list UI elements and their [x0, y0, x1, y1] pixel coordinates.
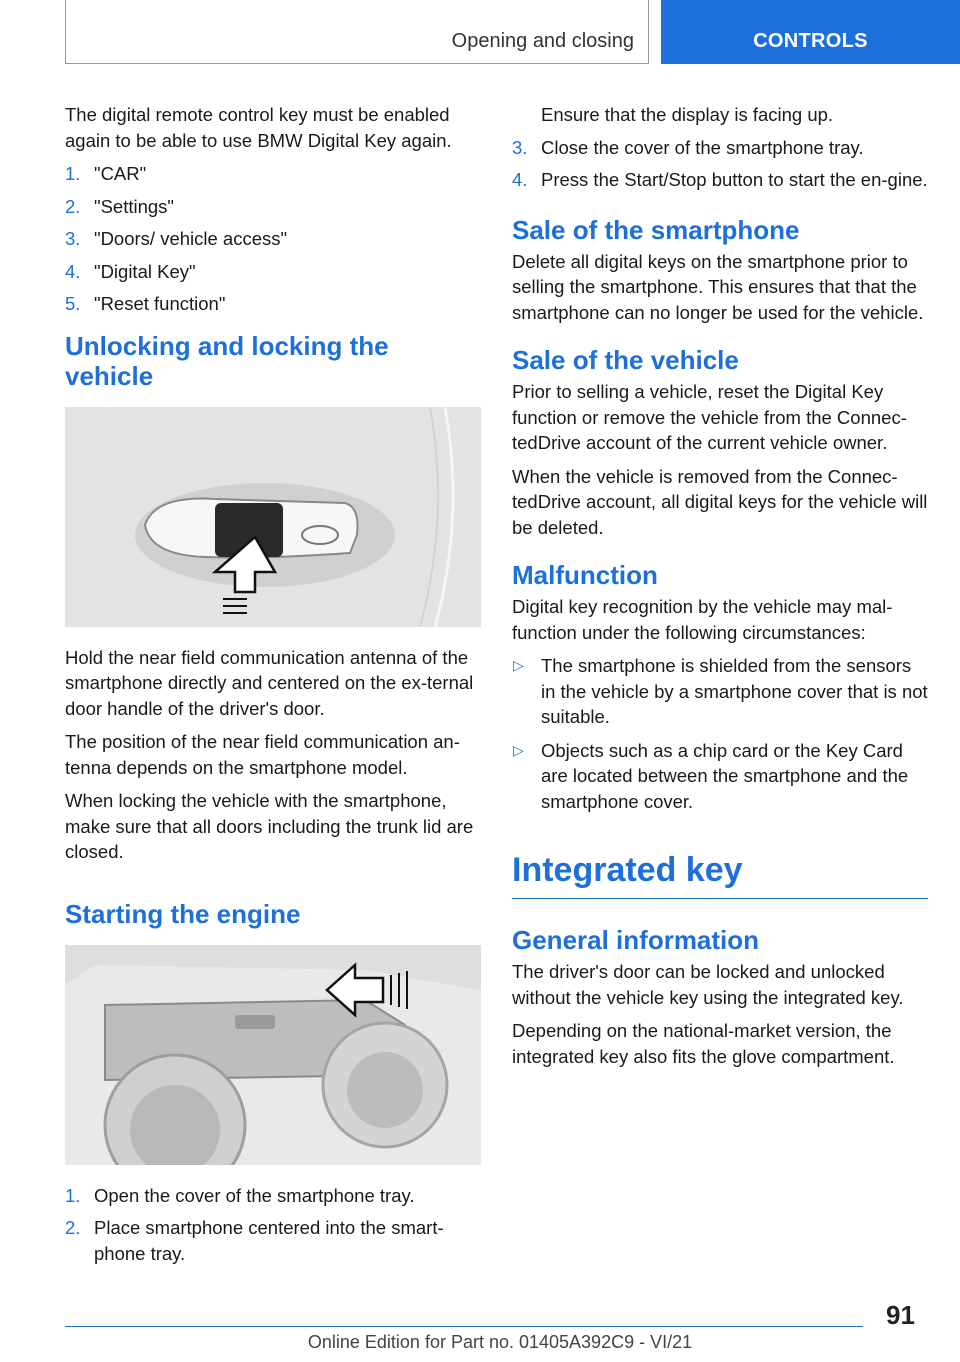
list-item [65, 161, 481, 187]
header-section-box [65, 0, 649, 64]
step-continuation: Ensure that the display is facing up. [541, 104, 834, 125]
step-text: Press the Start/Stop button to start the en‐gine. [541, 169, 928, 190]
list-item [65, 1215, 481, 1266]
step-text: Close the cover of the smartphone tray. [541, 136, 864, 158]
step-text: Place smartphone centered into the smart‐phone tray. [94, 1217, 444, 1264]
section-integrated-key [512, 850, 928, 899]
footer-divider [65, 1326, 863, 1327]
intro-paragraph: The digital remote control key must be enabled again to be able to use BMW Digital Key again. [65, 104, 452, 151]
list-item [65, 1183, 481, 1209]
malfunction-paragraph: Digital key recognition by the vehicle may mal‐function under the following circumstances: [512, 596, 893, 643]
start-steps-list-a [65, 1183, 481, 1267]
step-text: "Doors/ vehicle access" [94, 228, 288, 249]
list-item [65, 259, 481, 285]
footer-edition [0, 1332, 960, 1353]
header-chapter-label: CONTROLS [753, 30, 868, 52]
list-item [65, 226, 481, 252]
unlock-paragraph-3: When locking the vehicle with the smartphone, make sure that all doors including the trunk lid are closed. [65, 790, 474, 862]
heading-starting-engine: Starting the engine [65, 898, 301, 929]
step-number: 1. [65, 1184, 81, 1206]
door-handle-illustration [65, 407, 481, 627]
start-steps-list-b [512, 135, 928, 193]
left-column [65, 102, 481, 1274]
list-item [512, 653, 928, 730]
bullet-text: Objects such as a chip card or the Key Card are located between the smartphone and the smartphone cover. [541, 739, 909, 812]
smartphone-tray-illustration [65, 945, 481, 1165]
page-number: 91 [886, 1300, 915, 1330]
sale-vehicle-paragraph-2: When the vehicle is removed from the Connec‐tedDrive account, all digital keys for the vehicle will be deleted. [512, 465, 928, 538]
step-text: "Reset function" [94, 293, 226, 314]
heading-sale-vehicle: Sale of the vehicle [512, 345, 739, 375]
right-column [512, 102, 928, 1077]
heading-malfunction: Malfunction [512, 560, 658, 590]
step-number: 1. [65, 163, 81, 184]
header-chapter-tab[interactable] [661, 0, 960, 64]
unlock-paragraph-2: The position of the near field communication an‐tenna depends on the smartphone model. [65, 731, 460, 778]
menu-steps-list [65, 161, 481, 317]
door-handle-image [65, 407, 481, 627]
step-text: "Digital Key" [94, 260, 196, 282]
smartphone-tray-image [65, 945, 481, 1165]
heading-sale-smartphone: Sale of the smartphone [512, 214, 800, 245]
list-item [65, 291, 481, 317]
step-number: 5. [65, 293, 81, 314]
step-number: 3. [512, 136, 528, 158]
unlock-paragraph-1: Hold the near field communication antenna of the smartphone directly and centered on the ex‐ternal door handle of the driver's door. [65, 646, 474, 719]
step-number: 2. [65, 1217, 81, 1238]
general-paragraph-2: Depending on the national-market version, the integrated key also fits the glove compartment. [512, 1020, 895, 1067]
list-item [65, 194, 481, 220]
step-text: "Settings" [94, 195, 174, 217]
sale-smartphone-paragraph: Delete all digital keys on the smartphone prior to selling the smartphone. This ensures that that the smartphone can no longer be used for the vehicle. [512, 250, 924, 323]
bullet-text: The smartphone is shielded from the sensors in the vehicle by a smartphone cover that is not suitable. [541, 655, 928, 727]
general-paragraph-1: The driver's door can be locked and unlocked without the vehicle key using the integrated key. [512, 961, 904, 1008]
step-number: 2. [65, 195, 81, 217]
malfunction-bullets [512, 653, 928, 814]
heading-integrated-key: Integrated key [512, 851, 743, 889]
triangle-bullet-icon: ▷ [513, 657, 524, 673]
list-item [512, 738, 928, 815]
step-number: 4. [512, 169, 528, 190]
list-item [512, 135, 928, 161]
step-number: 3. [65, 228, 81, 249]
heading-general-information: General information [512, 925, 760, 955]
step-text: "CAR" [94, 163, 147, 184]
list-item [512, 167, 928, 193]
footer-edition-text: Online Edition for Part no. 01405A392C9 - VI/21 [307, 1332, 693, 1352]
header-section-title: Opening and closing [451, 30, 634, 52]
step-text: Open the cover of the smartphone tray. [94, 1184, 415, 1206]
heading-unlocking: Unlocking and locking the vehicle [65, 330, 389, 391]
step-number: 4. [65, 260, 81, 282]
sale-vehicle-paragraph-1: Prior to selling a vehicle, reset the Digital Key function or remove the vehicle from the Connec‐tedDrive account of the current vehicle owner. [512, 381, 907, 453]
triangle-bullet-icon: ▷ [513, 741, 524, 758]
